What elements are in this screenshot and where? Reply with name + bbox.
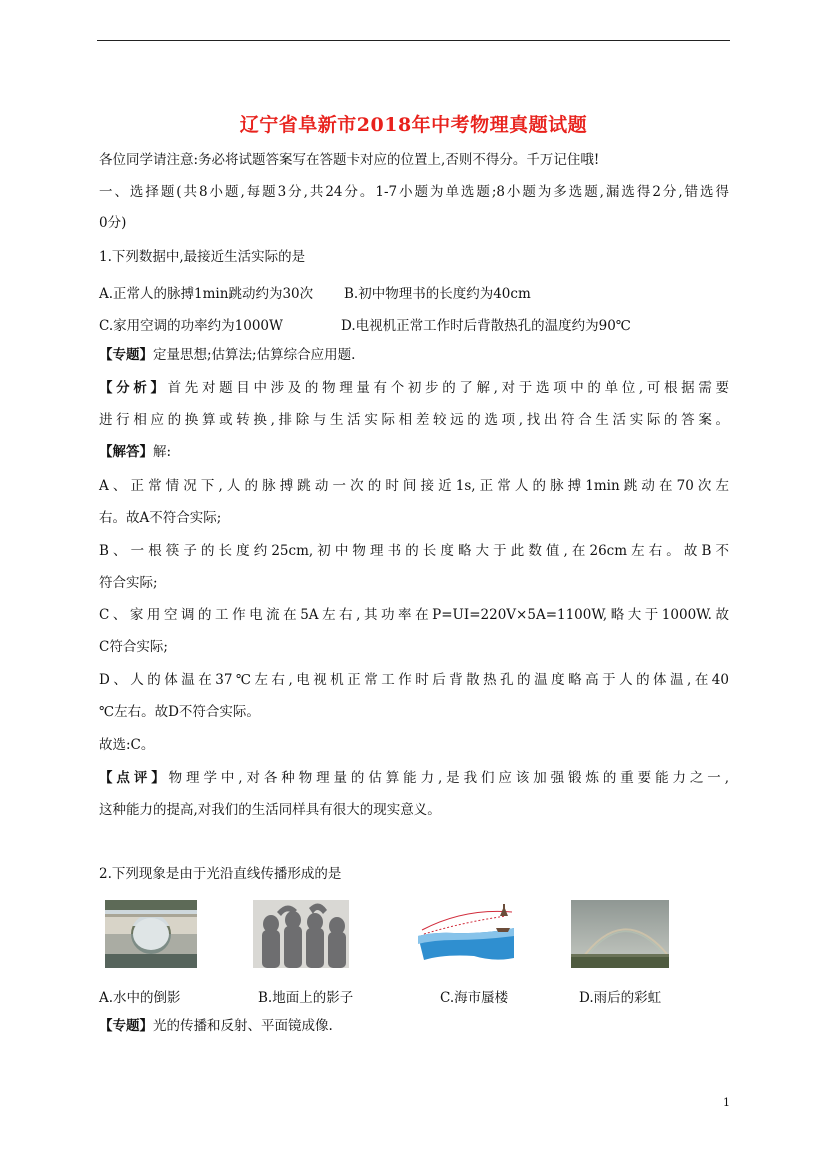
mirage-image [414,900,518,970]
q2-topic-label: 【专题】 [99,1018,153,1034]
q1-solution-c-line1: C、家用空调的工作电流在5A左右,其功率在P=UI=220V×5A=1100W,略大于1000W.故 [99,607,729,623]
ground-shadows-image [253,900,349,968]
section-heading-line2: 0分) [99,215,127,231]
bridge-reflection-image [105,900,197,968]
q1-option-b: B.初中物理书的长度约为40cm [344,286,531,302]
q1-analysis-text1: 首先对题目中涉及的物理量有个初步的了解,对于选项中的单位,可根据需要 [167,380,729,396]
q1-analysis-line1 [99,380,729,396]
rainbow-image [571,900,669,968]
page-title: 辽宁省阜新市2018年中考物理真题试题 [239,114,588,136]
q1-comment-line2: 这种能力的提高,对我们的生活同样具有很大的现实意义。 [99,802,441,818]
q1-solution-d-line1: D、人的体温在37℃左右,电视机正常工作时后背散热孔的温度略高于人的体温,在40 [99,672,729,688]
q1-comment-text1: 物理学中,对各种物理量的估算能力,是我们应该加强锻炼的重要能力之一, [168,770,730,786]
header-rule [97,40,730,41]
q1-stem: 1.下列数据中,最接近生活实际的是 [99,249,306,265]
q1-analysis-line2: 进行相应的换算或转换,排除与生活实际相差较远的选项,找出符合生活实际的答案。 [99,412,729,428]
q2-topic-text: 光的传播和反射、平面镜成像. [153,1018,333,1034]
q2-stem: 2.下列现象是由于光沿直线传播形成的是 [99,866,342,882]
q1-topic [99,347,355,363]
q1-solution-b-line2: 符合实际; [99,575,158,591]
q1-analysis-label: 【分析】 [99,380,168,396]
q1-solution-b-line1: B、一根筷子的长度约25cm,初中物理书的长度略大于此数值,在26cm左右。故B不 [99,543,729,559]
notice-text: 各位同学请注意:务必将试题答案写在答题卡对应的位置上,否则不得分。千万记住哦! [99,152,600,168]
q2-option-a: A.水中的倒影 [99,990,181,1006]
q1-comment-line1 [99,770,729,786]
q1-option-d: D.电视机正常工作时后背散热孔的温度约为90℃ [341,318,631,334]
q1-answer-heading [99,444,171,460]
q1-answer-text: 解: [153,444,172,460]
q2-option-c: C.海市蜃楼 [440,990,509,1006]
q1-comment-label: 【点评】 [99,770,169,786]
q2-option-d: D.雨后的彩虹 [579,990,662,1006]
section-heading-line1: 一、选择题(共8小题,每题3分,共24分。1-7小题为单选题;8小题为多选题,漏选得2分,错选得 [99,184,729,200]
q1-solution-a-line2: 右。故A不符合实际; [99,510,222,526]
q1-choice: 故选:C。 [99,737,155,753]
q1-solution-c-line2: C符合实际; [99,639,168,655]
q2-option-b: B.地面上的影子 [258,990,354,1006]
q1-solution-d-line2: ℃左右。故D不符合实际。 [99,704,260,720]
q2-topic [99,1018,333,1034]
q1-solution-a-line1: A、正常情况下,人的脉搏跳动一次的时间接近1s,正常人的脉搏1min跳动在70次左 [99,478,729,494]
page-number: 1 [723,1096,730,1109]
q1-option-a: A.正常人的脉搏1min跳动约为30次 [99,286,314,302]
q1-option-c: C.家用空调的功率约为1000W [99,318,283,334]
q1-answer-label: 【解答】 [99,444,153,460]
q1-topic-label: 【专题】 [99,347,153,363]
q1-topic-text: 定量思想;估算法;估算综合应用题. [153,347,356,363]
